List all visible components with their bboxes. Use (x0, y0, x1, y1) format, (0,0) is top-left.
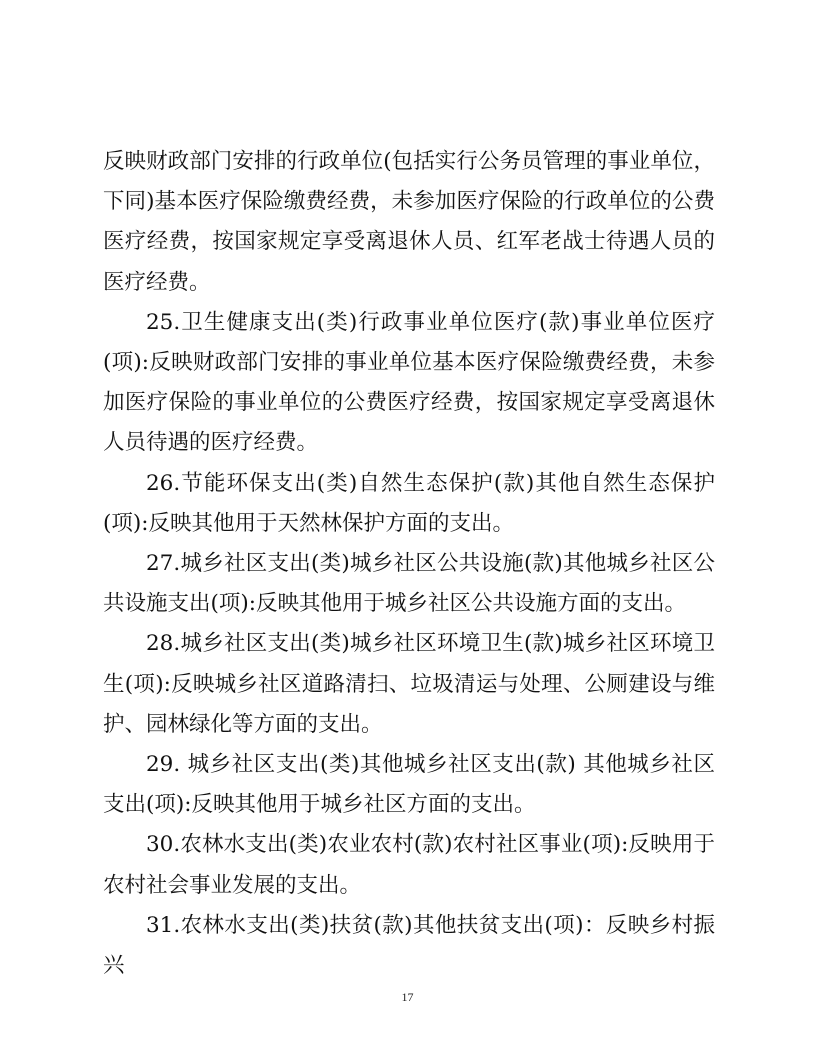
paragraph-item-26: 26.节能环保支出(类)自然生态保护(款)其他自然生态保护(项):反映其他用于天然林保护方面的支出。 (103, 470, 715, 536)
paragraph-item-29: 29. 城乡社区支出(类)其他城乡社区支出(款) 其他城乡社区支出(项):反映其他用于城乡社区方面的支出。 (103, 752, 715, 818)
paragraph-item-30: 30.农林水支出(类)农业农村(款)农村社区事业(项):反映用于农村社会事业发展的支出。 (103, 832, 715, 898)
document-body (103, 142, 715, 986)
paragraph-item-27: 27.城乡社区支出(类)城乡社区公共设施(款)其他城乡社区公共设施支出(项):反映其他用于城乡社区公共设施方面的支出。 (103, 551, 715, 617)
paragraph-item-25: 25.卫生健康支出(类)行政事业单位医疗(款)事业单位医疗(项):反映财政部门安排的事业单位基本医疗保险缴费经费，未参加医疗保险的事业单位的公费医疗经费，按国家规定享受离退休人员待遇的医疗经费。 (103, 309, 715, 456)
paragraph-continuation: 反映财政部门安排的行政单位(包括实行公务员管理的事业单位，下同)基本医疗保险缴费经费，未参加医疗保险的行政单位的公费医疗经费，按国家规定享受离退休人员、红军老战士待遇人员的医疗经费。 (103, 149, 715, 295)
paragraph-item-31: 31.农林水支出(类)扶贫(款)其他扶贫支出(项)：反映乡村振兴 (103, 912, 715, 979)
page-number: 17 (401, 990, 414, 1004)
paragraph-item-28: 28.城乡社区支出(类)城乡社区环境卫生(款)城乡社区环境卫生(项):反映城乡社区道路清扫、垃圾清运与处理、公厕建设与维护、园林绿化等方面的支出。 (103, 631, 715, 737)
